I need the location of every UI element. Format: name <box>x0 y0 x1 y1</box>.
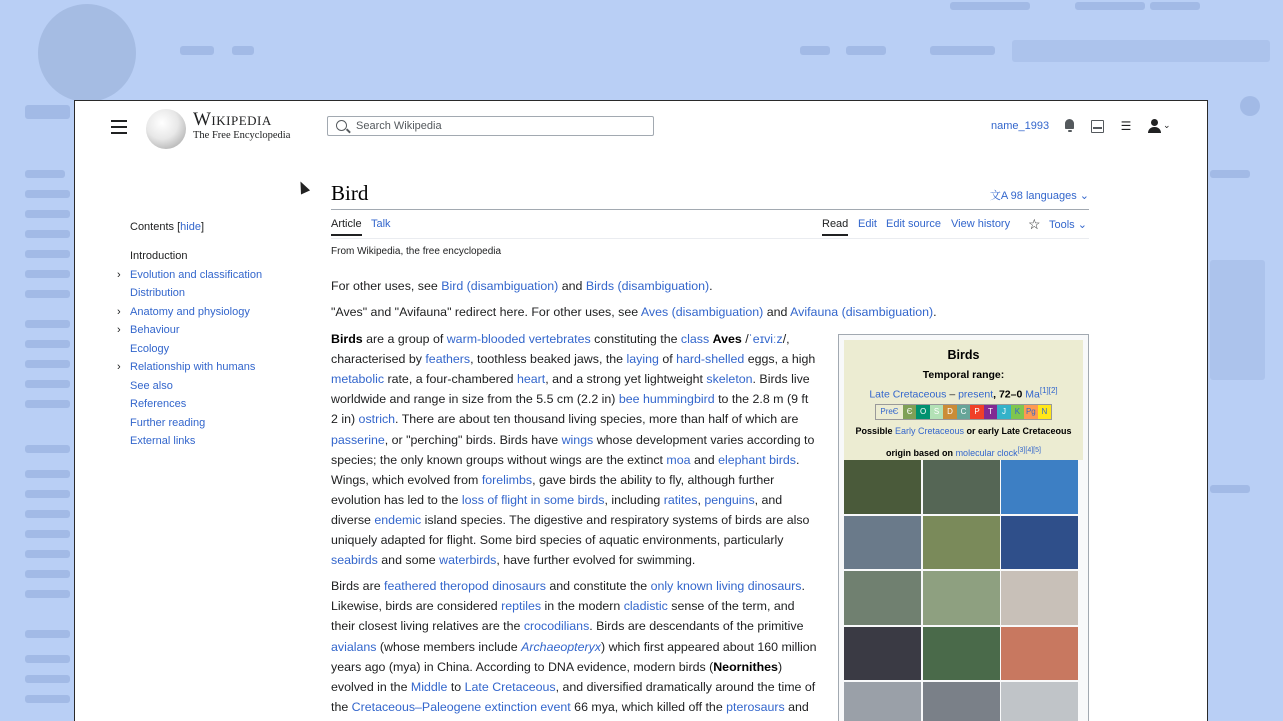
body-text: , <box>697 492 705 507</box>
chevron-right-icon[interactable]: › <box>117 361 121 373</box>
bird-photo-collage[interactable] <box>844 460 1083 721</box>
toc-item[interactable] <box>130 340 262 359</box>
toc-title <box>130 221 262 233</box>
body-text: sense of the term, and <box>667 599 795 614</box>
body-text: uniquely adapted for flight. Some bird species of aquatic environments, particularly <box>331 533 784 547</box>
article-text-line <box>331 510 809 530</box>
wikipedia-tagline: The Free Encyclopedia <box>193 130 291 141</box>
mouse-cursor <box>296 179 310 194</box>
wiki-link[interactable]: wings <box>561 432 594 447</box>
timeline-period[interactable]: C <box>957 405 970 419</box>
taxobox-temporal-range-label: Temporal range: <box>922 369 1005 381</box>
chevron-right-icon[interactable]: › <box>117 305 121 318</box>
site-sub: From Wikipedia, the free encyclopedia <box>331 246 502 257</box>
article-text-line <box>331 616 803 636</box>
toc-item[interactable] <box>130 284 262 303</box>
bird-photo[interactable] <box>844 516 921 570</box>
toc-item-label[interactable]: References <box>130 398 187 410</box>
tools-label: Tools <box>1049 219 1075 231</box>
toc-item[interactable] <box>130 414 262 433</box>
search-input[interactable] <box>356 118 636 134</box>
wiki-link[interactable]: only known living dinosaurs <box>650 579 802 594</box>
tabs-divider <box>331 238 1089 239</box>
wiki-link[interactable]: waterbirds <box>439 553 497 568</box>
toc-item-label[interactable]: Further reading <box>130 416 206 429</box>
bird-photo[interactable] <box>923 627 1000 681</box>
wiki-link[interactable]: ˈeɪviːz <box>748 332 783 346</box>
body-text: and constitute the <box>545 579 651 594</box>
tab-talk[interactable]: Talk <box>371 218 391 230</box>
hatnote-text: "Aves" and "Avifauna" redirect here. For other uses, see <box>331 305 641 319</box>
timeline-period[interactable]: Є <box>903 405 916 419</box>
wiki-link[interactable]: endemic <box>374 512 422 527</box>
bold-text: Birds <box>331 332 363 346</box>
body-text: eggs, a high <box>744 352 816 367</box>
hatnote-text: For other uses, see <box>331 279 442 293</box>
tab-article[interactable]: Article <box>331 218 362 236</box>
body-text: , or "perching" birds. Birds have <box>384 432 562 447</box>
wiki-link[interactable]: loss of flight in some birds <box>461 492 605 507</box>
bird-photo[interactable] <box>923 516 1000 570</box>
timeline-period[interactable]: K <box>1011 405 1024 419</box>
body-text: island species. The digestive and respiratory systems of birds are also <box>421 512 810 527</box>
wiki-link[interactable]: ratites <box>663 492 698 507</box>
wiki-link[interactable]: metabolic <box>331 372 385 387</box>
chevron-down-icon: ⌄ <box>1079 190 1089 202</box>
range-value: , 72–0 <box>993 388 1026 401</box>
body-text: to <box>447 679 465 694</box>
bird-photo[interactable] <box>1001 571 1078 625</box>
article-text-line <box>331 369 810 389</box>
wiki-link[interactable]: forelimbs <box>481 472 533 487</box>
body-text: , and <box>754 492 783 507</box>
body-text: , gave birds the ability to fly, although further <box>532 472 775 487</box>
timeline-period[interactable]: PreЄ <box>876 405 903 419</box>
range-text: – <box>946 388 959 401</box>
body-text: evolved in the <box>331 679 411 694</box>
toc-item[interactable] <box>117 358 262 377</box>
taxobox-title: Birds <box>947 348 980 362</box>
body-text: evolution has led to the <box>331 492 462 507</box>
toc-item-label: Introduction <box>130 250 188 262</box>
tab-read[interactable]: Read <box>822 218 848 236</box>
body-text: . Birds live <box>752 372 810 387</box>
timeline-period[interactable]: D <box>943 405 956 419</box>
body-text: constituting the <box>590 332 681 346</box>
body-text: are a group of <box>362 332 447 346</box>
body-text: Likewise, birds are considered <box>331 599 502 614</box>
body-text: , and diversified dramatically around the time of <box>555 679 816 694</box>
bird-photo[interactable] <box>844 682 921 721</box>
wikipedia-globe-logo[interactable] <box>146 109 186 149</box>
toc-item-label[interactable]: Anatomy and physiology <box>130 305 250 318</box>
hatnote-text: . <box>933 305 937 319</box>
wikipedia-wordmark[interactable]: Wikipedia <box>193 109 272 130</box>
hatnote-link[interactable]: Bird (disambiguation) <box>441 279 559 293</box>
toc-title-label: Contents [ <box>130 221 181 233</box>
wiki-link[interactable]: Archaeopteryx <box>521 639 601 654</box>
translate-icon: 文A <box>989 190 1008 202</box>
body-text: , toothless beaked jaws, the <box>470 352 627 367</box>
browser-window <box>74 100 1208 721</box>
body-text: to the 2.8 m (9 ft <box>714 392 809 407</box>
toc-item[interactable] <box>130 395 262 414</box>
wiki-link[interactable]: seabirds <box>331 553 378 568</box>
wiki-link[interactable]: ostrich <box>358 412 396 427</box>
toc-item[interactable] <box>130 247 262 266</box>
notifications-bell-icon[interactable] <box>1062 118 1078 134</box>
range-link[interactable]: Ma <box>1025 388 1040 401</box>
body-text: worldwide and range in size from the 5.5 cm (2.2 in) <box>331 392 619 407</box>
wiki-link[interactable]: Cretaceous–Paleogene extinction event <box>351 699 571 714</box>
tools-menu[interactable]: Tools ⌄ <box>1049 219 1087 231</box>
wiki-link[interactable]: Late Cretaceous <box>464 679 556 694</box>
wiki-link[interactable]: bee hummingbird <box>618 392 715 407</box>
bird-photo[interactable] <box>923 682 1000 721</box>
tab-view-history[interactable]: View history <box>951 218 1011 230</box>
hamburger-menu-icon[interactable] <box>111 120 127 134</box>
bird-photo[interactable] <box>923 460 1000 514</box>
body-text: diverse <box>331 512 375 527</box>
language-selector[interactable] <box>990 187 1089 203</box>
article-text-line <box>331 576 805 596</box>
toc-item-label[interactable]: Ecology <box>130 342 170 355</box>
body-text: the <box>331 699 352 714</box>
article-text-line <box>331 430 814 450</box>
toc-item[interactable] <box>117 321 262 340</box>
body-text: , and a strong yet lightweight <box>545 372 707 387</box>
body-text: . <box>801 579 805 594</box>
bird-photo[interactable] <box>1001 460 1078 514</box>
body-text: and some <box>377 553 440 568</box>
toc-item[interactable] <box>130 377 262 396</box>
wiki-link[interactable]: elephant birds <box>718 452 796 467</box>
table-of-contents <box>117 221 263 451</box>
wiki-link[interactable]: feathered theropod dinosaurs <box>384 579 546 594</box>
body-text: species; the only known groups without wings are the extinct <box>331 452 667 467</box>
background-logo <box>38 4 136 102</box>
wiki-link[interactable]: heart <box>516 372 546 387</box>
bird-photo[interactable] <box>1001 516 1078 570</box>
article-text-line <box>331 677 815 697</box>
toc-item-label[interactable]: External links <box>130 435 196 447</box>
wiki-link[interactable]: hard-shelled <box>676 352 745 367</box>
range-link[interactable]: present <box>958 388 994 401</box>
timeline-period[interactable]: N <box>1038 405 1051 419</box>
note-text: Possible <box>855 426 895 436</box>
toc-item-label[interactable]: See also <box>130 379 173 392</box>
article-text-line <box>331 389 808 409</box>
bold-text: Aves <box>712 332 742 346</box>
timeline-period[interactable]: J <box>997 405 1010 419</box>
geologic-timeline-bar[interactable] <box>875 404 1052 420</box>
timeline-period[interactable]: Pg <box>1024 405 1037 419</box>
hatnote <box>331 276 713 296</box>
body-text: Birds are <box>331 579 385 594</box>
body-text: and <box>784 699 809 714</box>
hatnote-link[interactable]: Avifauna (disambiguation) <box>790 305 934 319</box>
article-text-line <box>331 637 817 657</box>
body-text: / <box>741 332 749 346</box>
toc-item-label[interactable]: Evolution and classification <box>130 268 263 281</box>
body-text: years ago (mya) in China. According to DNA evidence, modern birds ( <box>331 659 714 674</box>
bird-photo[interactable] <box>923 571 1000 625</box>
toc-title-bracket: ] <box>200 221 204 233</box>
wiki-link[interactable]: laying <box>626 352 659 367</box>
body-text: . There are about ten thousand living species, more than half of which are <box>395 412 799 427</box>
hatnote-text: . <box>709 279 713 293</box>
timeline-period[interactable]: P <box>970 405 983 419</box>
wiki-link[interactable]: skeleton <box>706 372 753 387</box>
wiki-link[interactable]: passerine <box>331 432 385 447</box>
timeline-period[interactable]: O <box>916 405 929 419</box>
chevron-down-icon: ⌄ <box>1163 120 1171 130</box>
user-menu-icon[interactable] <box>1148 118 1174 134</box>
hatnote-text: and <box>763 305 791 319</box>
body-text: /, <box>782 332 790 346</box>
watch-star-icon[interactable]: ☆ <box>1028 216 1041 232</box>
article-text-line <box>331 450 799 470</box>
reference-link[interactable]: [1][2] <box>1039 386 1058 395</box>
body-text: characterised by <box>331 352 426 367</box>
note-link[interactable]: Early Cretaceous <box>894 426 964 436</box>
search-box[interactable] <box>327 116 654 136</box>
toc-item[interactable] <box>117 303 262 322</box>
toc-item[interactable] <box>130 432 262 451</box>
wiki-link[interactable]: moa <box>666 452 691 467</box>
body-text: 2 in) <box>331 412 359 427</box>
timeline-period[interactable]: S <box>930 405 943 419</box>
tab-edit-source[interactable]: Edit source <box>886 218 942 230</box>
page-title: Bird <box>331 181 369 205</box>
hatnote-link[interactable]: Aves (disambiguation) <box>640 305 764 319</box>
body-text: rate, a four-chambered <box>384 372 517 387</box>
body-text: , including <box>604 492 664 507</box>
wiki-link[interactable]: Middle <box>410 679 448 694</box>
body-text: (whose members include <box>376 639 522 654</box>
body-text: of <box>658 352 677 367</box>
bird-photo[interactable] <box>1001 682 1078 721</box>
wiki-link[interactable]: reptiles <box>501 599 542 614</box>
notices-inbox-icon[interactable] <box>1090 118 1106 134</box>
article-text-line <box>331 596 795 616</box>
chevron-right-icon[interactable]: › <box>117 324 121 336</box>
reference-link[interactable]: [3][4][5] <box>1017 447 1041 454</box>
article-text-line <box>331 329 790 349</box>
article-text-line <box>331 657 782 677</box>
wiki-link[interactable]: crocodilians <box>523 619 590 634</box>
tab-edit[interactable]: Edit <box>858 218 877 230</box>
hatnote-text: and <box>558 279 586 293</box>
article-text-line <box>331 530 784 550</box>
watchlist-icon[interactable]: ☰ <box>1120 119 1132 133</box>
body-text: Wings, which evolved from <box>331 472 482 487</box>
wiki-link[interactable]: class <box>680 332 710 346</box>
article-text-line <box>331 697 809 717</box>
hatnote-link[interactable]: Birds (disambiguation) <box>585 279 710 293</box>
article-text-line <box>331 490 782 510</box>
hatnote <box>331 302 937 322</box>
body-text: , have further evolved for swimming. <box>496 553 696 568</box>
toc-item[interactable] <box>117 266 263 285</box>
timeline-period[interactable]: T <box>984 405 997 419</box>
wiki-link[interactable]: pterosaurs <box>726 699 785 714</box>
wiki-link[interactable]: penguins <box>704 492 755 507</box>
note-link[interactable]: molecular clock <box>955 448 1018 458</box>
body-text: their closest living relatives are the <box>331 619 524 634</box>
wiki-link[interactable]: warm-blooded <box>446 332 526 346</box>
toc-item-label[interactable]: Distribution <box>130 287 186 299</box>
article-text-line <box>331 349 815 369</box>
body-text: . <box>795 452 800 467</box>
body-text: ) <box>777 659 783 674</box>
body-text: in the modern <box>541 599 624 614</box>
toc-item-label[interactable]: Behaviour <box>130 324 180 336</box>
body-text: . Birds are descendants of the primitive <box>589 619 804 634</box>
toc-item-label[interactable]: Relationship with humans <box>130 361 256 373</box>
bird-photo[interactable] <box>1001 627 1078 681</box>
taxobox-range <box>844 386 1083 401</box>
username-link[interactable]: name_1993 <box>991 120 1050 132</box>
range-link[interactable]: Late Cretaceous <box>869 388 947 401</box>
taxobox-note <box>850 422 1077 463</box>
wiki-link[interactable]: avialans <box>331 639 377 654</box>
body-text: ) which first appeared about 160 million <box>601 639 817 654</box>
chevron-right-icon[interactable]: › <box>117 268 121 281</box>
article-text-line <box>331 470 774 490</box>
bird-photo[interactable] <box>844 571 921 625</box>
body-text: whose development varies according to <box>593 432 815 447</box>
title-divider <box>331 209 1089 210</box>
taxobox <box>838 334 1089 721</box>
body-text: and <box>690 452 719 467</box>
taxobox-header <box>844 340 1083 460</box>
search-icon <box>336 120 347 131</box>
bird-photo[interactable] <box>844 627 921 681</box>
article-text-line <box>331 550 695 570</box>
wiki-link[interactable]: vertebrates <box>528 332 591 346</box>
toc-hide-link[interactable]: hide <box>180 221 201 233</box>
bold-text: Neornithes <box>713 659 778 674</box>
body-text: 66 mya, which killed off the <box>570 699 727 714</box>
toc-list <box>117 247 263 451</box>
bird-photo[interactable] <box>844 460 921 514</box>
wiki-link[interactable]: cladistic <box>623 599 668 614</box>
article-text-line <box>331 409 798 429</box>
note-text: or early Late Cretaceous origin based on <box>886 426 1072 458</box>
site-header <box>75 101 1207 153</box>
languages-label: 98 languages <box>1010 190 1077 202</box>
wiki-link[interactable]: feathers <box>425 352 471 367</box>
